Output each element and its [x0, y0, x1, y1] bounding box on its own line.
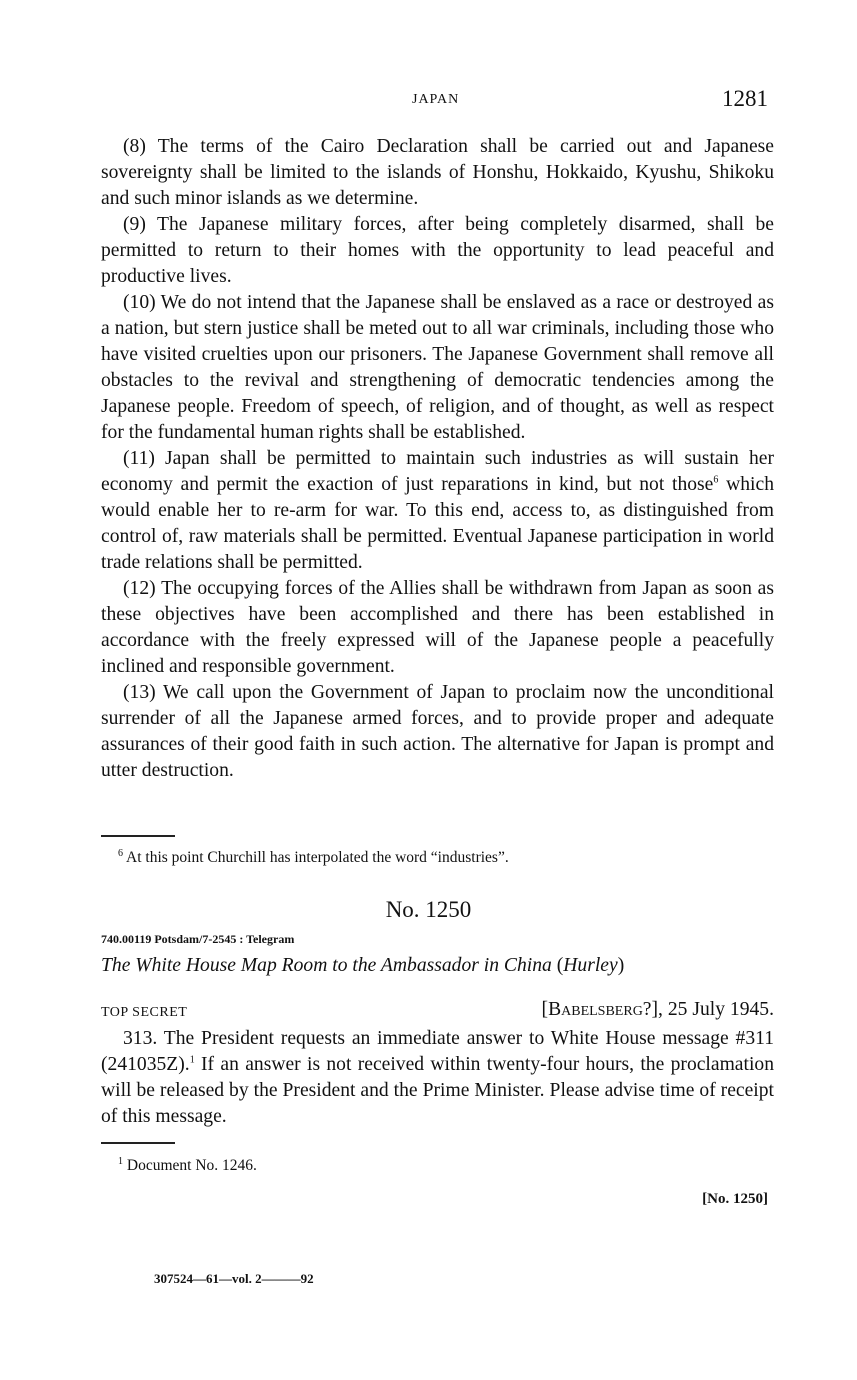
footnote-1-text: Document No. 1246. [123, 1157, 257, 1174]
message-date: 25 July 1945. [662, 999, 774, 1020]
document-heading-main: The White House Map Room to the Ambassador in China [101, 955, 552, 976]
declaration-text [101, 134, 774, 784]
paragraph-11-part-2: which would enable her to re-arm for war. To this end, access to, as distinguished from control of, raw materials shall be permitted. Eventual Japanese participation in world trade relations shall be permitted. [101, 474, 774, 573]
document-heading [101, 955, 624, 977]
footnote-6-text: At this point Churchill has interpolated the word “industries”. [123, 849, 509, 866]
document-heading-open-paren: ( [551, 955, 564, 976]
paragraph-8: (8) The terms of the Cairo Declaration shall be carried out and Japanese sovereignty shall be limited to the islands of Honshu, Hokkaido, Kyushu, Shikoku and such minor islands as we determine. [101, 136, 774, 209]
footnote-divider [101, 835, 175, 837]
footnote-1-marker: 1 [118, 1155, 123, 1167]
footnote-6 [118, 849, 509, 867]
document-number: No. 1250 [385, 897, 472, 922]
message-part-1: 313. The President requests an immediate answer to White House message #311 (241035Z). [101, 1028, 774, 1075]
document-heading-close-paren: ) [617, 955, 625, 976]
classification-label: TOP SECRET [101, 1005, 188, 1020]
message-part-2: If an answer is not received within twenty-four hours, the proclamation will be released by the President and the Prime Minister. Please advise time of receipt of this message. [101, 1054, 774, 1127]
place-open-bracket: [ [541, 999, 549, 1020]
footnote-1 [118, 1157, 257, 1175]
page-number: 1281 [722, 86, 768, 111]
telegram-message [101, 1026, 774, 1130]
print-code: 307524—61—vol. 2———92 [154, 1271, 314, 1286]
document-reference: [No. 1250] [702, 1191, 768, 1207]
paragraph-10: (10) We do not intend that the Japanese shall be enslaved as a race or destroyed as a nation, but stern justice shall be meted out to all war criminals, including those who have visited cruelties upon our prisoners. The Japanese Government shall remove all obstacles to the revival and strengthening of democratic tendencies among the Japanese people. Freedom of speech, of religion, and of thought, as well as respect for the fundamental human rights shall be established. [101, 292, 774, 443]
footnote-divider-2 [101, 1142, 175, 1144]
place-close-bracket: ], [651, 999, 663, 1020]
document-heading-person: Hurley [563, 955, 618, 976]
paragraph-11 [101, 446, 774, 576]
paragraph-13: (13) We call upon the Government of Japan to proclaim now the unconditional surrender of all the Japanese armed forces, and to provide proper and adequate assurances of their good faith in such action. The alternative for Japan is prompt and utter destruction. [101, 682, 774, 781]
footnote-marker-6: 6 [713, 474, 719, 486]
running-header-title: JAPAN [412, 92, 460, 107]
paragraph-12: (12) The occupying forces of the Allies shall be withdrawn from Japan as soon as these objectives have been accomplished and there has been established in accordance with the freely expressed will of the Japanese people a peacefully inclined and responsible government. [101, 578, 774, 677]
footnote-6-marker: 6 [118, 847, 123, 859]
message-paragraph [101, 1026, 774, 1130]
paragraph-11-part-1: (11) Japan shall be permitted to maintain such industries as will sustain her economy and permit the exaction of just reparations in kind, but not those [101, 448, 774, 495]
file-reference: 740.00119 Potsdam/7-2545 : Telegram [101, 932, 295, 946]
paragraph-9: (9) The Japanese military forces, after being completely disarmed, shall be permitted to return to their homes with the opportunity to lead peaceful and productive lives. [101, 214, 774, 287]
place-name: Babelsberg? [548, 999, 652, 1020]
footnote-marker-1: 1 [189, 1054, 195, 1066]
place-date-line [459, 999, 774, 1021]
